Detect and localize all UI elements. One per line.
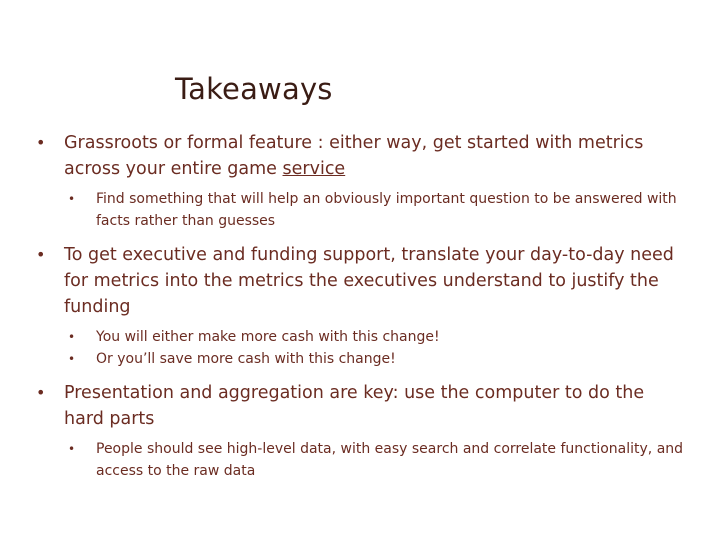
bullet-icon: • (68, 352, 76, 366)
bullet-icon: • (36, 245, 46, 264)
bullet-1-underlined-word: service (282, 159, 346, 179)
sub-bullet-item (36, 438, 686, 482)
bullet-icon: • (68, 192, 76, 206)
bullet-icon: • (36, 383, 46, 402)
sub-bullet-item (36, 188, 686, 232)
bullet-icon: • (68, 330, 76, 344)
sub-bullet-text: People should see high-level data, with easy search and correlate functionality, and access to the raw data (96, 441, 684, 479)
sub-bullet-list-2 (36, 326, 686, 370)
sub-bullet-text: You will either make more cash with this change! (96, 329, 440, 345)
bullet-item-2 (36, 242, 686, 320)
bullet-icon: • (68, 442, 76, 456)
sub-bullet-list-1 (36, 188, 686, 232)
bullet-icon: • (36, 133, 46, 152)
sub-bullet-item (36, 326, 686, 348)
bullet-1-text: Grassroots or formal feature : either way, get started with metrics across your entire game (64, 133, 644, 179)
bullet-item-1 (36, 130, 686, 182)
bullet-item-3 (36, 380, 686, 432)
bullet-3-text: Presentation and aggregation are key: use the computer to do the hard parts (64, 383, 645, 429)
bullet-2-text: To get executive and funding support, translate your day-to-day need for metrics into the metrics the executives understand to justify the funding (64, 245, 674, 317)
slide-title: Takeaways (175, 72, 333, 106)
bullet-list (36, 130, 686, 488)
sub-bullet-item (36, 348, 686, 370)
sub-bullet-text: Find something that will help an obviously important question to be answered with facts rather than guesses (96, 191, 677, 229)
sub-bullet-list-3 (36, 438, 686, 482)
sub-bullet-text: Or you’ll save more cash with this change! (96, 351, 396, 367)
